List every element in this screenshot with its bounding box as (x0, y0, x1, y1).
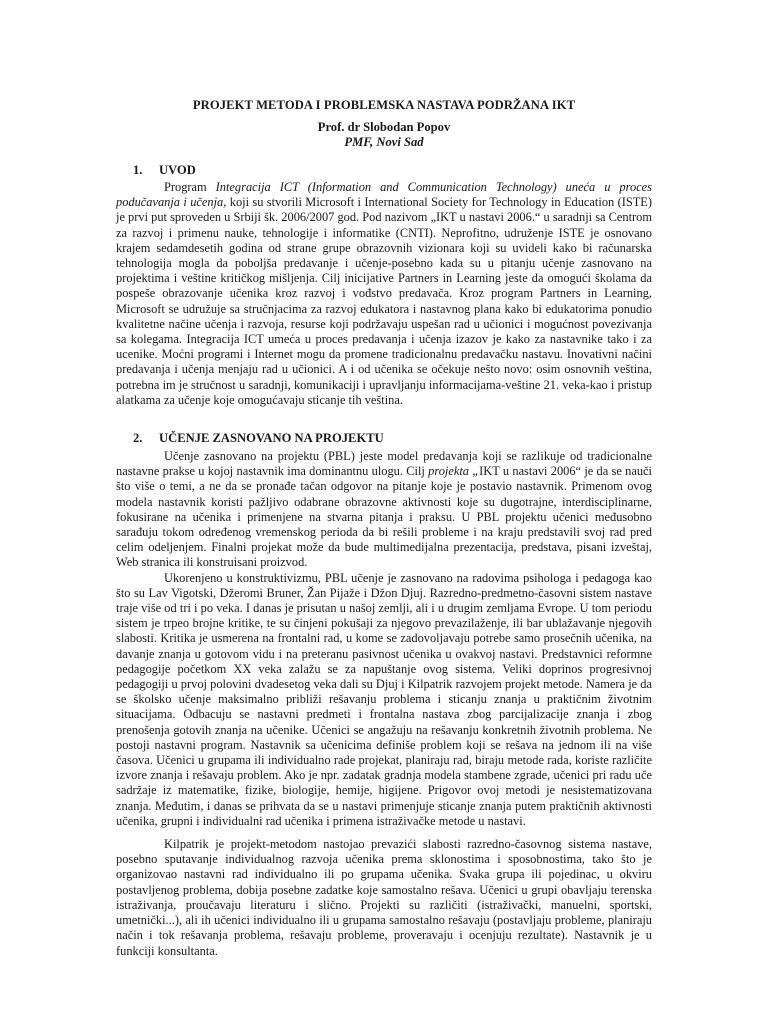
paragraph-text: Ukorenjeno u konstruktivizmu, PBL učenje je zasnovano na radovima psihologa i pedagoga kao što su Lav Vigotski, Džeromi Bruner, Žan Pijaže i Džon Djuj. Razredno-predmetno-časovni sistem nastave traje više od tri i po veka. I danas je prisutan u našoj zemlji, ali i u drugim zemljama Evrope. U tom periodu sistem je trpeo brojne kritike, te su činjeni pokušaji za njegovo prevazilaženje, ili bar ublažavanje njegovih slabosti. Kritika je usmerena na frontalni rad, u kome se zadovoljavaju potrebe samo prosečnih učenika, na davanje znanja u gotovom vidu i na preteranu pasivnost učenika u ovakvoj nastavi. Predstavnici reformne pedagogije početkom XX veka zalažu se za napuštanje ovog sistema. Veliki doprinos progresivnoj pedagogiji u prvoj polovini dvadesetog veka dali su Djuj i Kilpatrik razvojem projekt metode. Namera je da se školsko učenje maksimalno približi rešavanju problema i sticanju znanja u praktičnim životnim situacijama. Odbacuju se nastavni predmeti i frontalna nastava zbog parcijalizacije znanja i zbog prenošenja gotovih znanja na učenike. Učenici se angažuju na rešavanju konkretnih životnih problema. Ne postoji nastavni program. Nastavnik sa učenicima definiše problem koji se rešava na jednom ili na više časova. Učenici u grupama ili individualno rade projekat, planiraju rad, biraju metode rada, koriste različite izvore znanja i rešavaju problem. Ako je npr. zadatak gradnja modela stambene zgrade, učenici pri radu uče sadržaje iz matematike, fizike, biologije, hemije, higijene. Prigovor ovoj metodi je nesistematizovana znanja. Međutim, i danas se prihvata da se u nastavi primenjuje sticanje znanja putem praktičnih aktivnosti učenika, grupni i individualni rad učenika i primena istraživačke metode u nastavi. (116, 570, 652, 828)
paragraph-text: IKT u nastavi 2006“ je da se nauči što više o temi, a ne da se pronađe tačan odgovor na pitanje koje je postavio nastavnik. Primenom ovog modela nastavnik koristi pažljivo odabrane obrazovne aktivnosti koje su dugotrajne, interdisciplinarne, fokusirane na učenika i primenjene na stvarna pitanja i praksu. U PBL projektu učenici međusobno sarađuju tokom određenog vremenskog perioda da bi rešili probleme i na kraju predstavili svoj rad pred celim odeljenjem. Finalni projekat može da bude multimedijalna prezentacija, predstava, pisani izveštaj, Web stranica ili konstruisani proizvod. (116, 464, 652, 570)
section-introduction (116, 162, 652, 408)
paragraph-text: Učenje zasnovano na projektu (PBL) jeste model predavanja koji se razlikuje od tradicionalne nastavne prakse u kojoj nastavnik ima dominantnu ulogu. Cilj (116, 449, 652, 479)
paragraph (116, 180, 652, 408)
document-title: PROJEKT METODA I PROBLEMSKA NASTAVA PODRŽANA IKT (192, 98, 576, 112)
section-title: UČENJE ZASNOVANO NA PROJEKTU (159, 431, 384, 445)
paragraph-text: Kilpatrik je projekt-metodom nastojao prevazići slabosti razredno-časovnog sistema nastave, posebno sputavanje individualnog razvoja učenika prema sklonostima i sposobnostima, tako što je organizovao nastavni rad individualno ili po grupama učenika. Svaka grupa ili pojedinac, u okviru postavljenog problema, dobija posebne zadatke koje samostalno rešava. Učenici u grupi obavljaju terenska istraživanja, proučavaju literaturu i slično. Projekti su različiti (istraživački, manuelni, sportski, umetnički...), ali ih učenici individualno ili u grupama samostalno rešavaju (postavljaju probleme, planiraju način i tok rešavanja problema, rešavaju probleme, proveravaju i ocenjuju rezultate). Nastavnik je u funkciji konsultanta. (116, 837, 652, 958)
document-author: Prof. dr Slobodan Popov (317, 120, 451, 134)
paragraph-italic-text: projekta „ (428, 464, 480, 479)
paragraph (116, 837, 652, 959)
paragraph-text: koji su stvorili Microsoft i International Society for Technology in Education (ISTE) je prvi put sproveden u Srbiji šk. 2006/2007 god. Pod nazivom „IKT u nastavi 2006.“ u saradnji sa Centrom za razvoj i primenu nauke, tehnologije i informatike (CNTI). Neprofitno, udruženje ISTE je osnovano krajem sedamdesetih godina od strane grupe obrazovnih vizionara koji su uvideli kako bi računarska tehnologija mogla da poboljša predavanje i učenje-posebno kada su u pitanju učenje zasnovano na projektima i veštine kritičkog mišljenja. Cilj inicijative Partners in Learning jeste da omogući školama da pospeše obrazovanje učenika kroz razvoj i vođstvo predavača. Kroz program Partners in Learning, Microsoft se udružuje sa stručnjacima za razvoj edukatora i nastavnog plana kako bi edukatorima ponudio kvalitetne načine učenja i razvoja, resurse koji podržavaju uspešan rad u učionici i mogućnost povezivanja sa kolegama. Integracija ICT umeća u proces predavanja i učenja izazov je kako za nastavnike tako i za ucenike. Moćni programi i Internet mogu da promene tradicionalnu predavačku nastavu. Inovativni načini predavanja i učenja menjaju rad u učionici. A i od učenika se očekuje nešto novo: osim osnovnih veština, potrebna im je stručnost u saradnji, komunikaciji i upravljanju informacijama-veštine 21. veka-kao i pristup alatkama za učenje koje omogućavaju sticanje tih veština. (116, 195, 652, 407)
paragraph (116, 449, 652, 571)
section-number: 1. (133, 163, 143, 177)
section-number: 2. (133, 431, 143, 445)
paragraph-italic-text: Integracija ICT (Information and Communication Technology) uneća u proces podučavanja i učenja, (116, 180, 652, 210)
section-project-learning (116, 430, 652, 959)
paragraph (116, 571, 652, 829)
section-heading (116, 162, 652, 178)
document-affiliation: PMF, Novi Sad (344, 135, 424, 149)
paragraph-text: Program (164, 180, 216, 194)
section-title: UVOD (159, 163, 196, 177)
section-heading (116, 430, 652, 446)
